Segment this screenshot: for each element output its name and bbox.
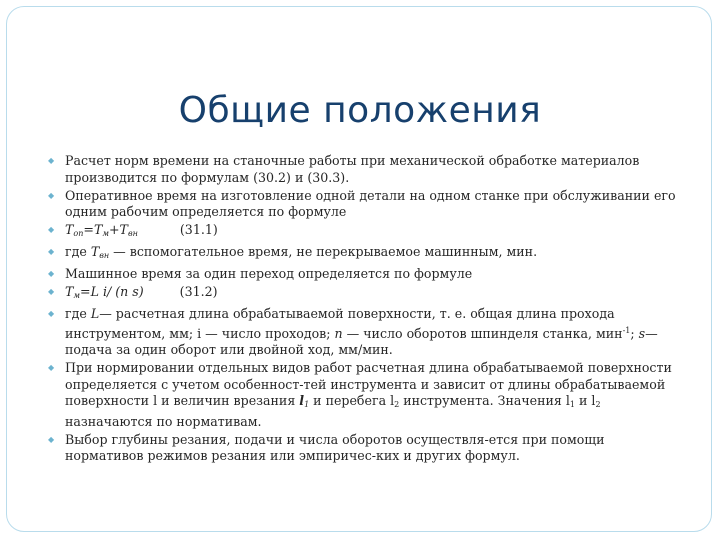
diamond-bullet-icon: ◆ (48, 190, 55, 200)
list-item: ◆ Расчет норм времени на станочные работы при механической обработке материалов производится по формулам (30.2) и (30.3). (48, 153, 640, 185)
list-item: ◆ Оперативное время на изготовление одной детали на одном станке при обслуживании его одним рабочим определяется по формуле (48, 187, 676, 219)
diamond-bullet-icon: ◆ (48, 269, 55, 278)
diamond-bullet-icon: ◆ (48, 247, 55, 256)
list-item: ◆ При нормировании отдельных видов работ расчетная длина обрабатываемой поверхности определяется с учетом особенност-тей инструмента и зависит от длины обрабатываемой поверхности l и величин врезания $l_1$ и перебега $l_2$ инструмента. Значения $l_1$ и $l_2$ назначаются по нормативам. (48, 360, 672, 429)
slide-title: Общие положения (178, 90, 542, 131)
list-item: ◆ Выбор глубины резания, подачи и числа оборотов осуществля-ется при помощи нормативов режимов резания или эмпиричес-ких и других формул. (48, 431, 605, 463)
formula-number: (31.1) (179, 222, 218, 237)
list-item: ◆ Машинное время за один переход определяется по формуле (48, 266, 473, 281)
diamond-bullet-icon: ◆ (48, 156, 55, 165)
diamond-bullet-icon: ◆ (48, 434, 55, 444)
list-item (46, 222, 686, 243)
formula-31-1: $Т_{оп}=Т_м+Т_{вн}$ (65, 222, 138, 238)
list-item: ◆ где L— расчетная длина обрабатываемой поверхности, т. е. общая длина прохода инструментом, мм; i — число проходов; n — число оборотов шпинделя станка, мин$^{-1}$; s— подача за один оборот или двойной ход, мм/мин. (48, 306, 658, 357)
list-item (46, 284, 686, 305)
diamond-bullet-icon: ◆ (48, 225, 55, 234)
diamond-bullet-icon: ◆ (48, 363, 55, 372)
list-item: ◆ где $Т_{вн}$ — вспомогательное время, не перекрываемое машинным, мин. (48, 244, 538, 260)
formula-31-2: $Т_м=L$ i/ (n s) (65, 284, 144, 300)
diamond-bullet-icon: ◆ (48, 309, 55, 318)
diamond-bullet-icon: ◆ (48, 287, 55, 296)
bullet-list (46, 153, 686, 466)
formula-number: (31.2) (179, 284, 218, 299)
